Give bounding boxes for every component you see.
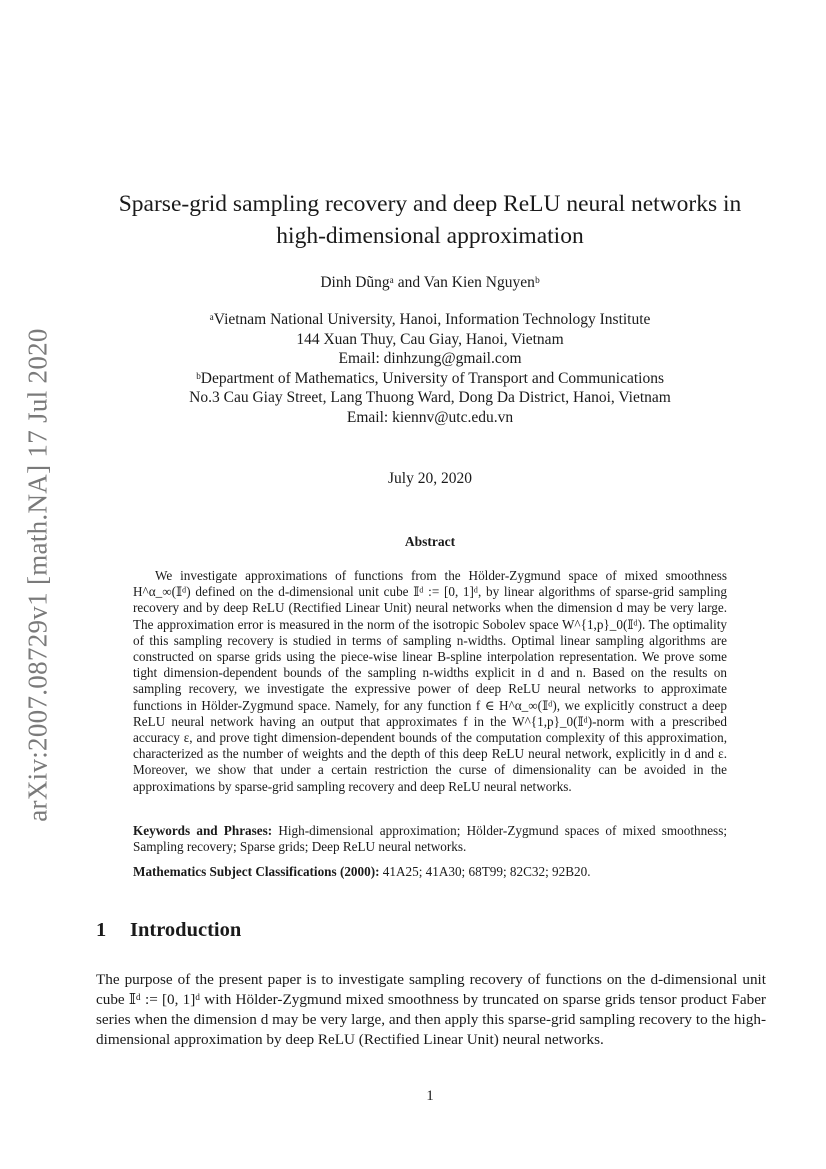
title-line-1: Sparse-grid sampling recovery and deep ReLU neural networks in [118, 191, 742, 217]
title-line-2: high-dimensional approximation [276, 223, 584, 249]
authors: Dinh Dũngᵃ and Van Kien Nguyenᵇ [320, 274, 540, 291]
affiliation-line: 144 Xuan Thuy, Cau Giay, Hanoi, Vietnam [296, 330, 564, 348]
keywords-label: Keywords and Phrases: [133, 823, 273, 838]
abstract-heading: Abstract [404, 534, 456, 549]
affiliation-email: Email: kiennv@utc.edu.vn [346, 408, 514, 426]
affiliation-email: Email: dinhzung@gmail.com [338, 350, 522, 367]
intro-paragraph: The purpose of the present paper is to investigate sampling recovery of functions on the d-dimensional unit cube 𝕀ᵈ := [0, 1]ᵈ with Hölder-Zygmund mixed smoothness by truncated on sparse grids tensor product Faber series when the dimension d may be very large, and then apply this sparse-grid sampling recovery to the high-dimensional approximation by deep ReLU (Rectified Linear Unit) neural networks. [96, 971, 766, 1048]
abstract-text: We investigate approximations of functions from the Hölder-Zygmund space of mixed smoothness H^α_∞(𝕀ᵈ) defined on the d-dimensional unit cube 𝕀ᵈ := [0, 1]ᵈ, by linear algorithms of sparse-grid sampling recovery and by deep ReLU (Rectified Linear Unit) neural networks when the dimension d may be very large. The approximation error is measured in the norm of the isotropic Sobolev space W^{1,p}_0(𝕀ᵈ). The optimality of this sampling recovery is studied in terms of sampling n-widths. Optimal linear sampling algorithms are constructed on sparse grids using the piece-wise linear B-spline interpolation representation. We prove some tight dimension-dependent bounds of the sampling n-widths explicit in d and n. Based on the results on sampling recovery, we investigate the expressive power of deep ReLU neural networks to approximate functions in Hölder-Zygmund space. Namely, for any function f ∈ H^α_∞(𝕀ᵈ), we explicitly construct a deep ReLU neural network having an output that approximates f in the W^{1,p}_0(𝕀ᵈ)-norm with a prescribed accuracy ε, and prove tight dimension-dependent bounds of the computation complexity of this approximation, characterized as the number of weights and the depth of this deep ReLU neural network, explicitly in d and ε. Moreover, we show that under a certain restriction the curse of dimensionality can be avoided in the approximations by sparse-grid sampling recovery and deep ReLU neural networks. [133, 568, 727, 794]
arxiv-stamp: arXiv:2007.08729v1 [math.NA] 17 Jul 2020 [22, 328, 53, 822]
affiliation-line: ᵃVietnam National University, Hanoi, Information Technology Institute [209, 311, 651, 328]
affiliation-line: No.3 Cau Giay Street, Lang Thuong Ward, Dong Da District, Hanoi, Vietnam [189, 389, 671, 406]
page-number: 1 [426, 1088, 434, 1104]
section-number: 1 [96, 919, 107, 941]
msc-classifications [133, 864, 727, 880]
keywords [133, 823, 727, 855]
abstract [133, 568, 727, 795]
affiliations [100, 310, 760, 427]
section-title: Introduction [130, 919, 242, 941]
date: July 20, 2020 [388, 470, 472, 487]
msc-label: Mathematics Subject Classifications (2000): [133, 864, 380, 879]
msc-text: 41A25; 41A30; 68T99; 82C32; 92B20. [382, 864, 591, 879]
keywords-text: High-dimensional approximation; Hölder-Zygmund spaces of mixed smoothness; Sampling recovery; Sparse grids; Deep ReLU neural networks. [133, 823, 727, 855]
affiliation-line: ᵇDepartment of Mathematics, University of Transport and Communications [195, 369, 664, 387]
section-heading [96, 919, 241, 942]
paper-title [100, 188, 760, 252]
